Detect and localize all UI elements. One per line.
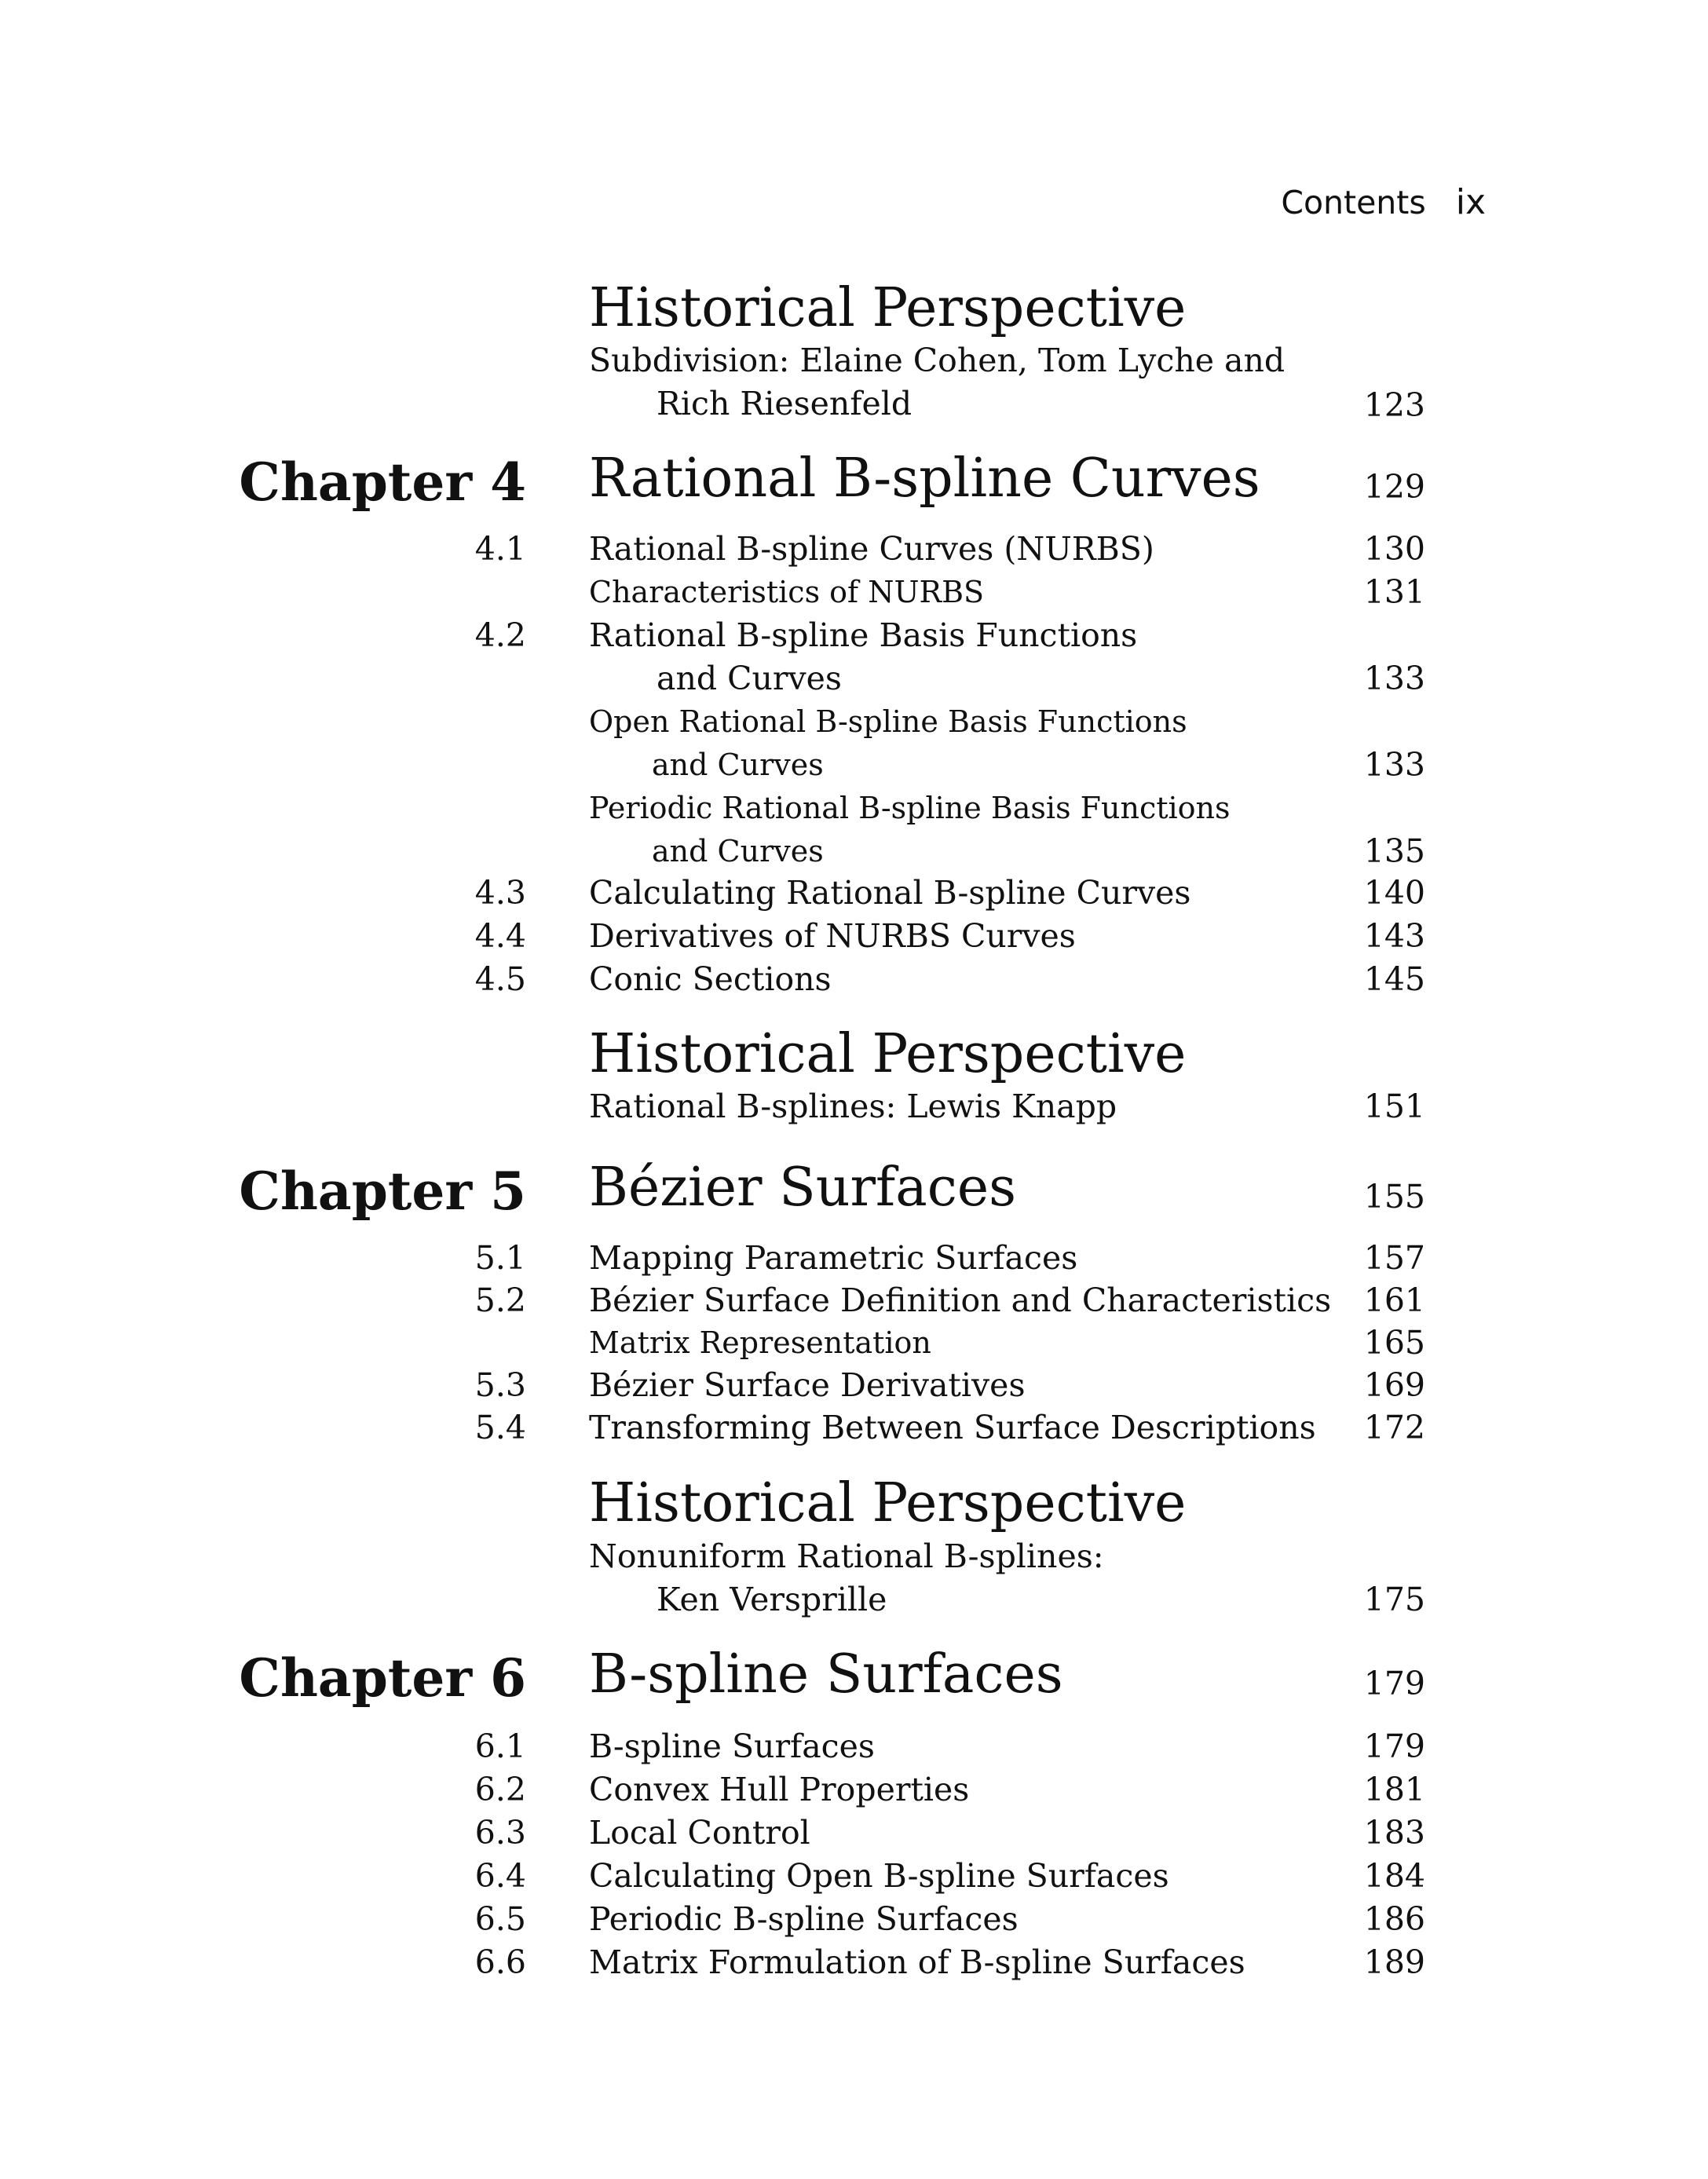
section-title: Calculating Rational B-spline Curves: [589, 874, 1191, 912]
section-page: 172: [1363, 1409, 1425, 1446]
section-page: 183: [1363, 1814, 1425, 1852]
section-number: 4.1: [474, 530, 526, 568]
chapter-title: Rational B-spline Curves: [589, 448, 1260, 510]
section-page: 181: [1363, 1771, 1425, 1808]
chapter-label: Chapter 6: [239, 1647, 526, 1709]
running-head-label: Contents: [1281, 184, 1426, 221]
subsection-page: 135: [1363, 832, 1425, 870]
section-page: 143: [1363, 917, 1425, 955]
section-title: Rational B-spline Basis Functions: [589, 616, 1138, 654]
section-title: Convex Hull Properties: [589, 1771, 970, 1808]
section-title: Periodic B-spline Surfaces: [589, 1900, 1019, 1938]
section-title: Calculating Open B-spline Surfaces: [589, 1857, 1169, 1895]
section-number: 4.2: [474, 616, 526, 654]
section-page: 186: [1363, 1900, 1425, 1938]
chapter-title: B-spline Surfaces: [589, 1643, 1063, 1706]
running-head-page: ix: [1455, 182, 1486, 222]
historical-perspective-heading: Historical Perspective: [589, 277, 1187, 339]
subsection-page: 131: [1363, 573, 1425, 611]
chapter-page: 179: [1363, 1665, 1425, 1702]
section-number: 6.3: [474, 1814, 526, 1852]
section-title: Local Control: [589, 1814, 810, 1852]
section-title: Derivatives of NURBS Curves: [589, 917, 1076, 955]
subsection-title: Matrix Representation: [589, 1325, 931, 1360]
section-page: 189: [1363, 1943, 1425, 1981]
running-head: [1281, 182, 1486, 222]
subsection-page: 165: [1363, 1324, 1425, 1362]
section-title: Mapping Parametric Surfaces: [589, 1239, 1078, 1277]
section-title: Rational B-spline Curves (NURBS): [589, 530, 1154, 568]
chapter-label: Chapter 5: [239, 1161, 526, 1222]
chapter-title: Bézier Surfaces: [589, 1157, 1016, 1219]
chapter-page: 129: [1363, 468, 1425, 506]
section-title: B-spline Surfaces: [589, 1727, 875, 1765]
section-title: Bézier Surface Derivatives: [589, 1366, 1026, 1404]
toc-entry-title-cont: Ken Versprille: [657, 1581, 887, 1618]
section-number: 5.3: [474, 1366, 526, 1404]
section-page: 161: [1363, 1281, 1425, 1319]
section-title: Matrix Formulation of B-spline Surfaces: [589, 1943, 1245, 1981]
chapter-label: Chapter 4: [239, 452, 526, 513]
section-title: Conic Sections: [589, 960, 832, 998]
section-number: 5.4: [474, 1409, 526, 1446]
subsection-title: Periodic Rational B-spline Basis Functions: [589, 791, 1231, 825]
section-number: 4.3: [474, 874, 526, 912]
section-number: 6.4: [474, 1857, 526, 1895]
toc-entry-page: 151: [1363, 1088, 1425, 1125]
section-page: 145: [1363, 960, 1425, 998]
section-number: 5.1: [474, 1239, 526, 1277]
subsection-title: Characteristics of NURBS: [589, 575, 985, 609]
toc-entry-page: 175: [1363, 1581, 1425, 1618]
section-number: 4.5: [474, 960, 526, 998]
toc-entry-title: Subdivision: Elaine Cohen, Tom Lyche and: [589, 342, 1286, 379]
section-number: 5.2: [474, 1281, 526, 1319]
section-title: Bézier Surface Definition and Characteristics: [589, 1281, 1332, 1319]
toc-entry-page: 123: [1363, 386, 1425, 424]
toc-entry-title: Nonuniform Rational B-splines:: [589, 1537, 1104, 1575]
section-page: 133: [1363, 660, 1425, 697]
subsection-page: 133: [1363, 746, 1425, 784]
historical-perspective-heading: Historical Perspective: [589, 1023, 1187, 1085]
chapter-page: 155: [1363, 1178, 1425, 1216]
section-number: 6.2: [474, 1771, 526, 1808]
section-page: 184: [1363, 1857, 1425, 1895]
section-title-cont: and Curves: [657, 660, 842, 697]
section-number: 4.4: [474, 917, 526, 955]
toc-entry-title: Rational B-splines: Lewis Knapp: [589, 1088, 1117, 1125]
section-number: 6.6: [474, 1943, 526, 1981]
section-page: 169: [1363, 1366, 1425, 1404]
subsection-title-cont: and Curves: [652, 834, 824, 868]
historical-perspective-heading: Historical Perspective: [589, 1472, 1187, 1534]
section-page: 157: [1363, 1239, 1425, 1277]
section-number: 6.5: [474, 1900, 526, 1938]
subsection-title-cont: and Curves: [652, 748, 824, 782]
section-page: 130: [1363, 530, 1425, 568]
section-page: 140: [1363, 874, 1425, 912]
section-page: 179: [1363, 1727, 1425, 1765]
section-title: Transforming Between Surface Descriptions: [589, 1409, 1316, 1446]
subsection-title: Open Rational B-spline Basis Functions: [589, 704, 1187, 739]
toc-entry-title-cont: Rich Riesenfeld: [657, 385, 913, 422]
section-number: 6.1: [474, 1727, 526, 1765]
